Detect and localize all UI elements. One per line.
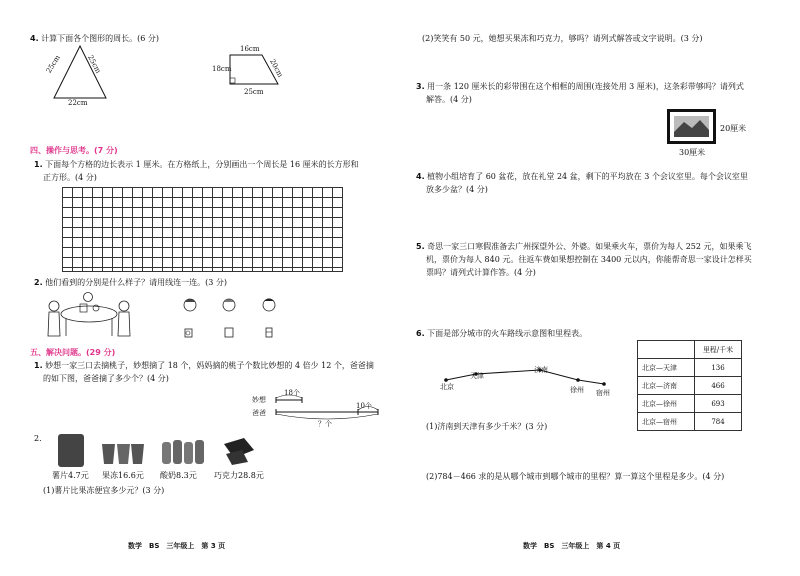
drawing-grid[interactable]	[62, 187, 343, 272]
jelly-cups-icon	[100, 438, 146, 466]
city-jinan: 济南	[534, 366, 548, 374]
frame-height-label: 20厘米	[720, 124, 747, 133]
left-footer: 数学 BS 三年级上 第 3 页	[128, 542, 226, 550]
right-q4-line2: 放多少盆？(4 分)	[426, 185, 488, 194]
table-header-row	[638, 341, 742, 359]
table-row: 北京—天津 136	[638, 359, 742, 377]
product-chips: 薯片4.7元	[52, 471, 89, 480]
right-q2-sub2: (2)笑笑有 50 元，她想买果冻和巧克力，够吗？请列式解答或文字说明。(3 分)	[422, 34, 703, 43]
distance-table	[637, 340, 742, 431]
section4-title: 四、操作与思考。(7 分)	[30, 146, 118, 155]
right-q5-line3: 票吗？请列式计算作答。(4 分)	[426, 268, 536, 277]
section4-q1-line1: 1. 下面每个方格的边长表示 1 厘米。在方格纸上，分别画出一个周长是 16 厘米的长方形和	[34, 160, 359, 169]
product-yogurt: 酸奶8.3元	[160, 471, 197, 480]
section4-q2: 2. 他们看到的分别是什么样子？请用线连一连。(3 分)	[34, 278, 228, 287]
table-header-blank	[638, 341, 695, 359]
triangle-left-label: 25cm	[44, 53, 62, 75]
triangle-base-label: 22cm	[68, 99, 88, 107]
product-jelly: 果冻16.6元	[102, 471, 144, 480]
table-row: 北京—济南 466	[638, 377, 742, 395]
label-18: 18个	[284, 389, 300, 397]
section5-q1-line2: 的如下图，爸爸摘了多少个？(4 分)	[43, 374, 169, 383]
railway-route-map	[440, 364, 610, 394]
section5-q1-line1: 1. 妙想一家三口去摘桃子，妙想摘了 18 个，妈妈摘的桃子个数比妙想的 4 倍少 12 个，爸爸摘	[34, 361, 374, 370]
section4-q1-line2: 正方形。(4 分)	[43, 173, 97, 182]
trapezoid-top-label: 16cm	[240, 45, 260, 53]
product-chocolate: 巧克力28.8元	[214, 471, 264, 480]
chocolate-icon	[220, 436, 256, 466]
label-10: 10个	[356, 402, 372, 410]
trapezoid-right-label: 20cm	[268, 57, 285, 79]
table-row: 北京—宿州 784	[638, 413, 742, 431]
section5-title: 五、解决问题。(29 分)	[30, 348, 116, 357]
right-q6-sub1: (1)济南到天津有多少千米？(3 分)	[426, 422, 548, 431]
segment-diagram	[274, 394, 384, 424]
city-suzhou: 宿州	[596, 389, 610, 397]
city-xuzhou: 徐州	[570, 386, 584, 394]
kids-table-illustration	[44, 292, 134, 340]
label-baba: 爸爸	[252, 409, 266, 417]
triangle-right-label: 25cm	[86, 53, 103, 75]
label-question: ？个	[318, 420, 332, 428]
kid-faces	[182, 296, 282, 314]
right-q5-line1: 5. 奇思一家三口寒假准备去广州探望外公、外婆。如果乘火车，票价为每人 252 元，如果乘飞	[416, 242, 752, 251]
photo-frame	[667, 109, 716, 144]
yogurt-bottles-icon	[160, 436, 206, 466]
right-q3-line1: 3. 用一条 120 厘米长的彩带围在这个相框的周围(连接处用 3 厘米)，这条彩带够吗？请列式	[416, 82, 744, 91]
city-tianjin: 天津	[470, 372, 484, 380]
table-row: 北京—徐州 693	[638, 395, 742, 413]
section5-q2-num: 2.	[34, 434, 42, 443]
right-q6: 6. 下面是部分城市的火车路线示意图和里程表。	[416, 329, 588, 338]
right-q6-sub2: (2)784－466 求的是从哪个城市到哪个城市的里程？算一算这个里程是多少。(4 分)	[426, 472, 725, 481]
left-q4: 4. 计算下面各个图形的周长。(6 分)	[30, 34, 160, 43]
object-views	[182, 326, 282, 340]
right-q4-line1: 4. 植物小组培育了 60 盆花，放在礼堂 24 盆，剩下的平均放在 3 个会议室里。每个会议室里	[416, 172, 748, 181]
label-miaoxiang: 妙想	[252, 396, 266, 404]
frame-width-label: 30厘米	[679, 148, 706, 157]
city-beijing: 北京	[440, 383, 454, 391]
right-q5-line2: 机，票价为每人 840 元。往返车费如果想控制在 3400 元以内，你能帮奇思一家设计怎样买	[426, 255, 752, 264]
table-header: 里程/千米	[695, 341, 742, 359]
chips-bag-icon	[58, 434, 84, 467]
trapezoid-left-label: 18cm	[212, 65, 232, 73]
trapezoid-bottom-label: 25cm	[244, 88, 264, 96]
right-footer: 数学 BS 三年级上 第 4 页	[523, 542, 621, 550]
right-q3-line2: 解答。(4 分)	[426, 95, 472, 104]
section5-q2-sub1: (1)薯片比果冻便宜多少元？(3 分)	[43, 486, 165, 495]
